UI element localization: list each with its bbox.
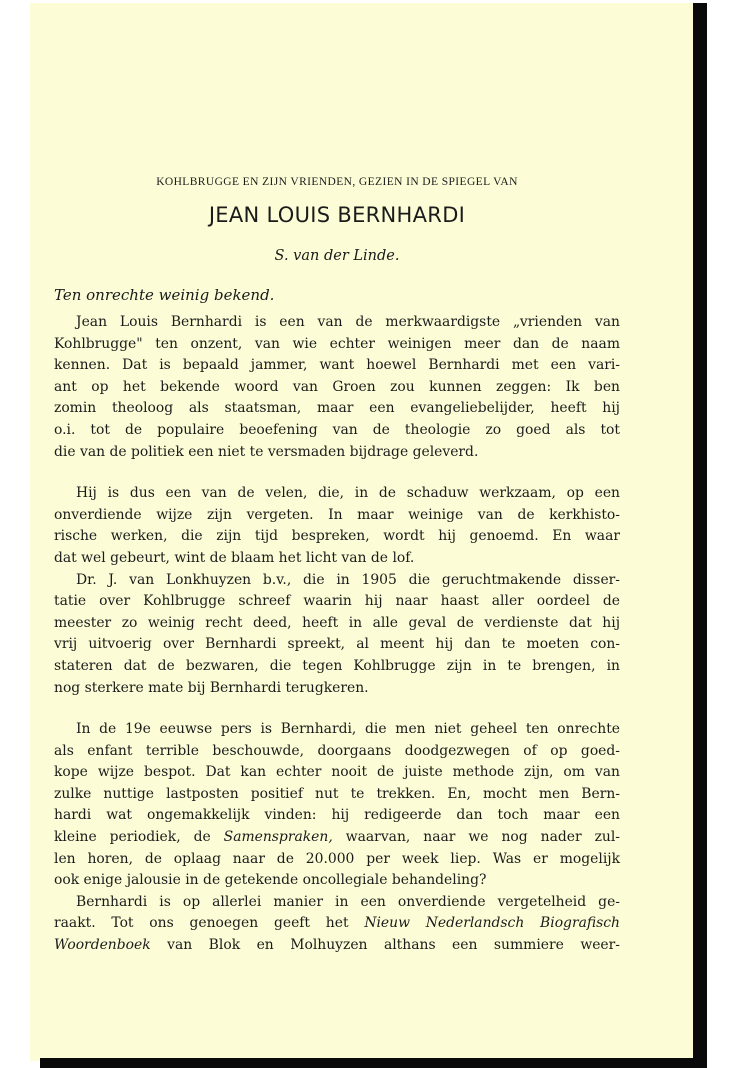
text-line: ook enige jalousie in de getekende oncollegiale behandeling?: [54, 872, 487, 889]
text-line: Dr. J. van Lonkhuyzen b.v., die in 1905 die geruchtmakende disser-: [76, 571, 620, 588]
text-line: kope wijze bespot. Dat kan echter nooit de juiste methode zijn, om van: [54, 764, 620, 781]
paragraph-5: [54, 892, 620, 957]
book-title: Woordenboek: [54, 937, 151, 954]
text-line: Jean Louis Bernhardi is een van de merkwaardigste „vrienden van: [76, 314, 620, 330]
text-line: len horen, de oplaag naar de 20.000 per week liep. Was er mogelijk: [54, 850, 620, 867]
scan-edge-right: [693, 3, 707, 1063]
text-segment: van Blok en Molhuyzen althans een summiere weer-: [150, 937, 620, 954]
text-line: rische werken, die zijn tijd bespreken, wordt hij genoemd. En waar: [54, 528, 620, 545]
text-line: vrij uitvoerig over Bernhardi spreekt, al meent hij dan te moeten con-: [54, 636, 620, 653]
text-line: [54, 935, 620, 957]
text-line: o.i. tot de populaire beoefening van de theologie zo goed als tot: [54, 421, 620, 438]
text-segment: kleine periodiek, de: [54, 829, 224, 846]
paragraph-2: [54, 483, 620, 569]
text-line: hardi wat ongemakkelijk vinden: hij redigeerde dan toch maar een: [54, 807, 620, 824]
text-line: In de 19e eeuwse pers is Bernhardi, die men niet geheel ten onrechte: [76, 721, 620, 738]
text-segment: waarvan, naar we nog nader zul-: [332, 829, 621, 846]
text-line: kennen. Dat is bepaald jammer, want hoewel Bernhardi met een vari-: [54, 357, 620, 374]
text-line: onverdiende wijze zijn vergeten. In maar weinige van de kerkhisto-: [54, 506, 620, 523]
text-segment: raakt. Tot ons genoegen geeft het: [54, 915, 365, 932]
text-line: Hij is dus een van de velen, die, in de schaduw werkzaam, op een: [76, 485, 620, 502]
paragraph-3: [54, 570, 620, 700]
text-line: dat wel gebeurt, wint de blaam het licht van de lof.: [54, 549, 415, 566]
text-line: als enfant terrible beschouwde, doorgaans doodgezwegen of op goed-: [54, 742, 620, 759]
section-heading: Ten onrechte weinig bekend.: [54, 286, 275, 304]
running-title: KOHLBRUGGE EN ZIJN VRIENDEN, GEZIEN IN DE SPIEGEL VAN: [156, 176, 518, 188]
text-line: [54, 827, 620, 849]
author-byline: S. van der Linde.: [274, 248, 400, 264]
page-content: [54, 172, 620, 957]
scan-edge-bottom: [40, 1058, 707, 1068]
paragraph-4: [54, 719, 620, 892]
text-line: [54, 913, 620, 935]
text-line: zulke nuttige lastposten positief nut te trekken. En, mocht men Bern-: [54, 785, 620, 802]
book-title: Nieuw Nederlandsch Biografisch: [364, 915, 620, 932]
text-line: meester zo weinig recht deed, heeft in alle geval de verdienste dat hij: [54, 614, 620, 631]
text-line: Bernhardi is op allerlei manier in een onverdiende vergetelheid ge-: [76, 893, 620, 910]
text-line: die van de politiek een niet te versmaden bijdrage geleverd.: [54, 443, 479, 460]
periodical-title: Samenspraken,: [223, 829, 333, 846]
text-line: ant op het bekende woord van Groen zou kunnen zeggen: Ik ben: [54, 378, 620, 395]
text-line: zomin theoloog als staatsman, maar een evangeliebelijder, heeft hij: [54, 400, 620, 417]
paragraph-1: [54, 312, 620, 463]
text-line: stateren dat de bezwaren, die tegen Kohlbrugge zijn in te brengen, in: [54, 657, 620, 674]
text-line: Kohlbrugge" ten onzent, van wie echter weinigen meer dan de naam: [54, 335, 620, 352]
text-line: tatie over Kohlbrugge schreef waarin hij naar haast aller oordeel de: [54, 593, 620, 610]
main-title: JEAN LOUIS BERNHARDI: [208, 203, 466, 227]
text-line: nog sterkere mate bij Bernhardi terugkeren.: [54, 679, 369, 696]
